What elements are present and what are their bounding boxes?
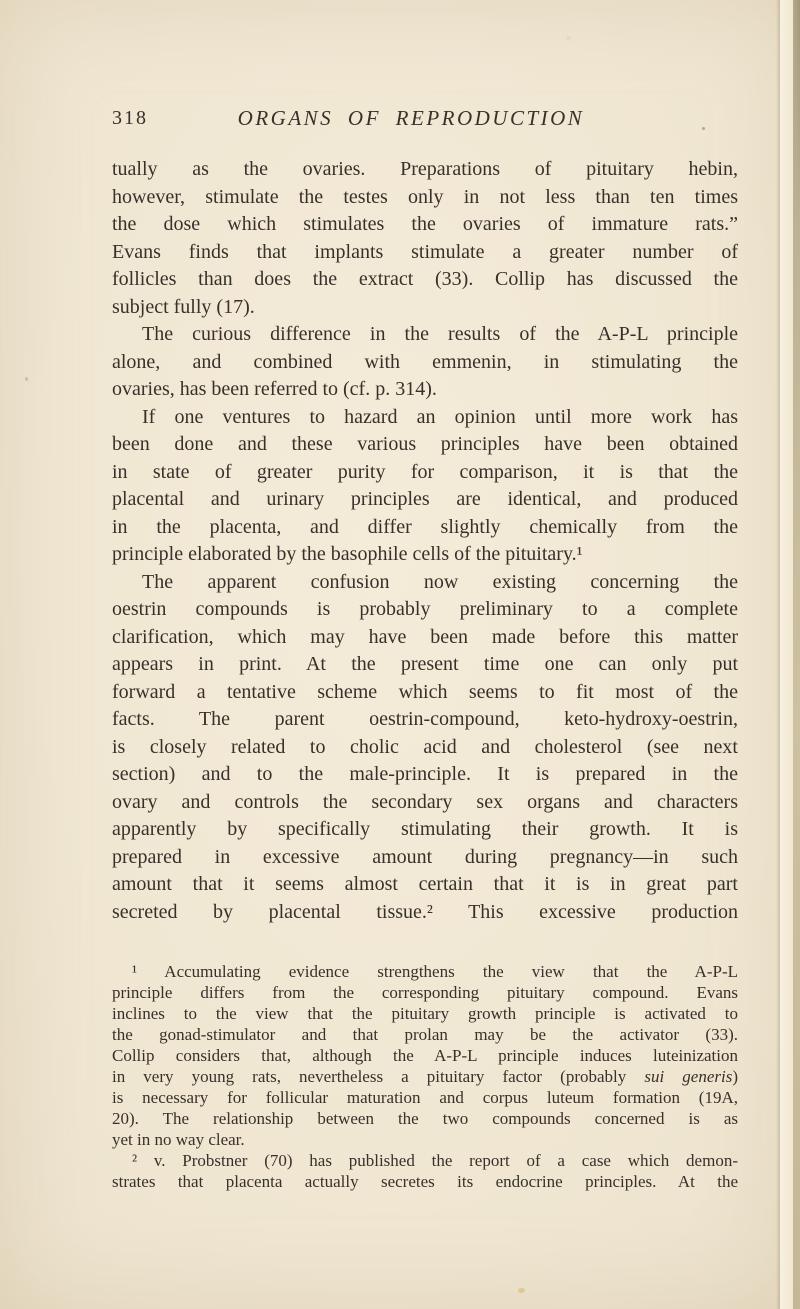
text-line: If one ventures to hazard an opinion until more work has [142, 405, 738, 428]
text-line: section) and to the male-principle. It is prepared in the [112, 763, 738, 785]
text-line: apparently by specifically stimulating their growth. It is [112, 818, 738, 840]
text-line: Evans finds that implants stimulate a greater number of [112, 240, 738, 263]
footnote-section [112, 961, 738, 1192]
text-line: in very young rats, nevertheless a pituitary factor (probably sui generis) [112, 1067, 738, 1086]
text-line: oestrin compounds is probably preliminary to a complete [112, 598, 738, 620]
paragraph [112, 961, 738, 1150]
text-line: Collip considers that, although the A-P-L principle induces luteinization [112, 1046, 738, 1065]
paragraph [112, 156, 738, 321]
text-line: ovary and controls the secondary sex organs and characters [112, 790, 738, 813]
text-line: principle elaborated by the basophile cells of the pituitary.¹ [112, 543, 583, 565]
text-line: facts. The parent oestrin-compound, keto-hydroxy-oestrin, [112, 708, 738, 730]
scan-blemish [25, 377, 28, 381]
text-line: the gonad-stimulator and that prolan may be the activator (33). [112, 1025, 738, 1044]
page-edge-highlight [780, 0, 793, 1309]
text-line: the dose which stimulates the ovaries of immature rats.” [112, 213, 738, 235]
text-line: is necessary for follicular maturation and corpus luteum formation (19A, [112, 1088, 738, 1107]
text-line: principle differs from the corresponding pituitary compound. Evans [112, 983, 738, 1002]
text-line: tually as the ovaries. Preparations of pituitary hebin, [112, 158, 738, 180]
text-line: ¹ Accumulating evidence strengthens the view that the A-P-L [132, 962, 738, 981]
text-line: inclines to the view that the pituitary growth principle is activated to [112, 1004, 738, 1023]
text-line: is closely related to cholic acid and cholesterol (see next [112, 735, 738, 758]
body-text [112, 156, 738, 926]
page-edge [793, 0, 800, 1309]
text-line: forward a tentative scheme which seems to fit most of the [112, 680, 738, 703]
scan-blemish [518, 1288, 525, 1293]
text-line: been done and these various principles have been obtained [112, 433, 738, 455]
text-line: strates that placenta actually secretes its endocrine principles. At the [112, 1172, 738, 1191]
text-line: in state of greater purity for comparison, it is that the [112, 460, 738, 483]
text-line: prepared in excessive amount during pregnancy—in such [112, 845, 738, 868]
text-line: yet in no way clear. [112, 1130, 245, 1149]
text-line: alone, and combined with emmenin, in stimulating the [112, 350, 738, 373]
paragraph [112, 404, 738, 569]
text-line: appears in print. At the present time one can only put [112, 653, 738, 675]
scan-blemish [566, 36, 571, 40]
text-line: placental and urinary principles are identical, and produced [112, 488, 738, 510]
italic-phrase: sui generis [644, 1067, 733, 1086]
text-line: subject fully (17). [112, 295, 255, 318]
text-line: ovaries, has been referred to (cf. p. 314). [112, 378, 437, 400]
text-line: 20). The relationship between the two compounds concerned is as [112, 1109, 738, 1128]
text-line: ² v. Probstner (70) has published the report of a case which demon- [132, 1151, 738, 1170]
text-line: secreted by placental tissue.² This excessive production [112, 900, 738, 923]
text-line: The apparent confusion now existing concerning the [142, 570, 738, 593]
text-line: clarification, which may have been made before this matter [112, 625, 738, 648]
paragraph [112, 1150, 738, 1192]
page-number: 318 [112, 107, 148, 129]
paragraph [112, 321, 738, 404]
page-header [112, 106, 738, 132]
paragraph [112, 569, 738, 927]
running-title: ORGANS OF REPRODUCTION [237, 106, 585, 130]
text-line: follicles than does the extract (33). Collip has discussed the [112, 268, 738, 290]
text-line: amount that it seems almost certain that it is in great part [112, 873, 738, 895]
text-line: however, stimulate the testes only in not less than ten times [112, 185, 738, 208]
text-line: The curious difference in the results of the A-P-L principle [142, 323, 738, 345]
text-line: in the placenta, and differ slightly chemically from the [112, 515, 738, 538]
